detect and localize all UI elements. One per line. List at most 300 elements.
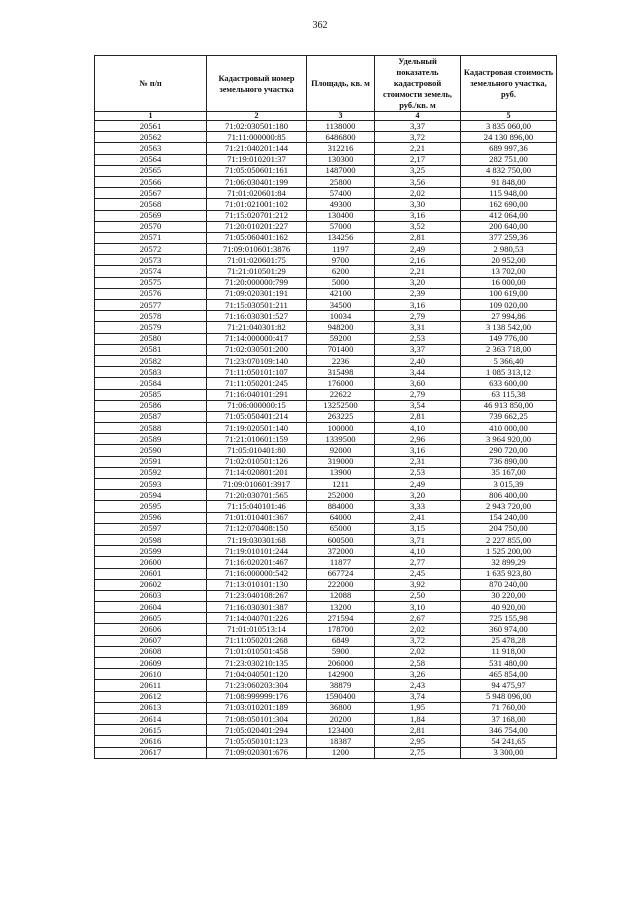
table-row <box>95 725 557 736</box>
row-number-cell: 20582 <box>95 355 207 366</box>
column-index-row <box>95 112 557 121</box>
area-cell: 134256 <box>307 232 375 243</box>
cadastral-value-cell: 870 240,00 <box>461 579 557 590</box>
header-cadastral-number: Кадастровый номер земельного участка <box>207 56 307 112</box>
cadastral-value-cell: 32 899,29 <box>461 557 557 568</box>
area-cell: 22622 <box>307 389 375 400</box>
cadastral-value-cell: 63 115,38 <box>461 389 557 400</box>
cadastral-value-cell: 24 130 896,00 <box>461 132 557 143</box>
cadastral-number-cell: 71:05:010401:80 <box>207 445 307 456</box>
cadastral-number-cell: 71:06:030401:199 <box>207 176 307 187</box>
area-cell: 252000 <box>307 490 375 501</box>
column-index: 3 <box>307 112 375 121</box>
cadastral-value-cell: 200 640,00 <box>461 221 557 232</box>
table-row <box>95 534 557 545</box>
unit-value-cell: 2,53 <box>375 467 461 478</box>
column-index: 1 <box>95 112 207 121</box>
table-row <box>95 322 557 333</box>
unit-value-cell: 2,81 <box>375 725 461 736</box>
unit-value-cell: 3,44 <box>375 367 461 378</box>
row-number-cell: 20574 <box>95 266 207 277</box>
unit-value-cell: 3,16 <box>375 300 461 311</box>
unit-value-cell: 3,15 <box>375 523 461 534</box>
cadastral-number-cell: 71:23:040108:267 <box>207 590 307 601</box>
unit-value-cell: 3,26 <box>375 669 461 680</box>
cadastral-value-cell: 100 619,00 <box>461 288 557 299</box>
area-cell: 263225 <box>307 411 375 422</box>
row-number-cell: 20600 <box>95 557 207 568</box>
cadastral-value-cell: 71 760,00 <box>461 702 557 713</box>
unit-value-cell: 2,02 <box>375 646 461 657</box>
area-cell: 1197 <box>307 244 375 255</box>
row-number-cell: 20587 <box>95 411 207 422</box>
row-number-cell: 20576 <box>95 288 207 299</box>
area-cell: 49300 <box>307 199 375 210</box>
row-number-cell: 20563 <box>95 143 207 154</box>
area-cell: 1200 <box>307 747 375 758</box>
unit-value-cell: 3,74 <box>375 691 461 702</box>
table-row <box>95 557 557 568</box>
table-row <box>95 400 557 411</box>
area-cell: 312216 <box>307 143 375 154</box>
cadastral-number-cell: 71:15:030501:211 <box>207 300 307 311</box>
row-number-cell: 20590 <box>95 445 207 456</box>
table-row <box>95 411 557 422</box>
cadastral-number-cell: 71:14:020801:201 <box>207 467 307 478</box>
unit-value-cell: 3,72 <box>375 132 461 143</box>
cadastral-number-cell: 71:19:020501:140 <box>207 423 307 434</box>
row-number-cell: 20581 <box>95 344 207 355</box>
cadastral-number-cell: 71:16:040101:291 <box>207 389 307 400</box>
column-index: 4 <box>375 112 461 121</box>
cadastral-value-cell: 11 918,00 <box>461 646 557 657</box>
cadastral-number-cell: 71:01:010501:458 <box>207 646 307 657</box>
header-cadastral-value: Кадастровая стоимость земельного участка, руб. <box>461 56 557 112</box>
cadastral-number-cell: 71:23:030210:135 <box>207 658 307 669</box>
row-number-cell: 20566 <box>95 176 207 187</box>
table-body <box>95 121 557 759</box>
area-cell: 1211 <box>307 479 375 490</box>
row-number-cell: 20571 <box>95 232 207 243</box>
header-row-number: № п/п <box>95 56 207 112</box>
cadastral-number-cell: 71:05:060401:162 <box>207 232 307 243</box>
unit-value-cell: 2,39 <box>375 288 461 299</box>
cadastral-value-cell: 806 400,00 <box>461 490 557 501</box>
cadastral-value-cell: 410 000,00 <box>461 423 557 434</box>
unit-value-cell: 2,77 <box>375 557 461 568</box>
unit-value-cell: 2,21 <box>375 266 461 277</box>
table-row <box>95 311 557 322</box>
page-number: 362 <box>312 20 328 31</box>
cadastral-number-cell: 71:05:050601:161 <box>207 165 307 176</box>
cadastral-value-cell: 736 890,00 <box>461 456 557 467</box>
row-number-cell: 20578 <box>95 311 207 322</box>
unit-value-cell: 3,16 <box>375 445 461 456</box>
cadastral-value-cell: 2 943 720,00 <box>461 501 557 512</box>
cadastral-value-cell: 346 754,00 <box>461 725 557 736</box>
table-row <box>95 154 557 165</box>
row-number-cell: 20584 <box>95 378 207 389</box>
row-number-cell: 20604 <box>95 602 207 613</box>
table-row <box>95 546 557 557</box>
unit-value-cell: 2,21 <box>375 143 461 154</box>
row-number-cell: 20579 <box>95 322 207 333</box>
table-row <box>95 713 557 724</box>
area-cell: 100000 <box>307 423 375 434</box>
cadastral-value-cell: 4 832 750,00 <box>461 165 557 176</box>
table-row <box>95 568 557 579</box>
unit-value-cell: 2,31 <box>375 456 461 467</box>
area-cell: 372000 <box>307 546 375 557</box>
cadastral-value-cell: 162 690,00 <box>461 199 557 210</box>
row-number-cell: 20602 <box>95 579 207 590</box>
table-row <box>95 501 557 512</box>
unit-value-cell: 3,33 <box>375 501 461 512</box>
area-cell: 10034 <box>307 311 375 322</box>
cadastral-number-cell: 71:23:070109:140 <box>207 355 307 366</box>
row-number-cell: 20612 <box>95 691 207 702</box>
unit-value-cell: 2,81 <box>375 232 461 243</box>
unit-value-cell: 2,67 <box>375 613 461 624</box>
header-unit-value: Удельный показатель кадастровой стоимости земель, руб./кв. м <box>375 56 461 112</box>
table-row <box>95 143 557 154</box>
table-row <box>95 423 557 434</box>
row-number-cell: 20601 <box>95 568 207 579</box>
cadastral-value-cell: 2 980,53 <box>461 244 557 255</box>
area-cell: 315498 <box>307 367 375 378</box>
cadastral-number-cell: 71:11:050201:245 <box>207 378 307 389</box>
cadastral-value-cell: 290 720,00 <box>461 445 557 456</box>
row-number-cell: 20595 <box>95 501 207 512</box>
table-row <box>95 266 557 277</box>
area-cell: 2236 <box>307 355 375 366</box>
unit-value-cell: 3,72 <box>375 635 461 646</box>
area-cell: 178700 <box>307 624 375 635</box>
area-cell: 65000 <box>307 523 375 534</box>
table-row <box>95 165 557 176</box>
row-number-cell: 20570 <box>95 221 207 232</box>
unit-value-cell: 2,40 <box>375 355 461 366</box>
area-cell: 18387 <box>307 736 375 747</box>
cadastral-number-cell: 71:14:000000:417 <box>207 333 307 344</box>
cadastral-number-cell: 71:09:020301:676 <box>207 747 307 758</box>
unit-value-cell: 3,92 <box>375 579 461 590</box>
area-cell: 6849 <box>307 635 375 646</box>
unit-value-cell: 3,16 <box>375 210 461 221</box>
column-index: 5 <box>461 112 557 121</box>
unit-value-cell: 2,17 <box>375 154 461 165</box>
area-cell: 13900 <box>307 467 375 478</box>
row-number-cell: 20572 <box>95 244 207 255</box>
unit-value-cell: 3,25 <box>375 165 461 176</box>
cadastral-number-cell: 71:21:040201:144 <box>207 143 307 154</box>
row-number-cell: 20603 <box>95 590 207 601</box>
row-number-cell: 20598 <box>95 534 207 545</box>
unit-value-cell: 3,37 <box>375 121 461 132</box>
area-cell: 1138000 <box>307 121 375 132</box>
cadastral-number-cell: 71:19:010101:244 <box>207 546 307 557</box>
cadastral-value-cell: 2 363 718,00 <box>461 344 557 355</box>
cadastral-number-cell: 71:01:010401:367 <box>207 512 307 523</box>
cadastral-number-cell: 71:09:010601:3876 <box>207 244 307 255</box>
unit-value-cell: 3,20 <box>375 277 461 288</box>
cadastral-value-cell: 282 751,00 <box>461 154 557 165</box>
unit-value-cell: 2,41 <box>375 512 461 523</box>
cadastral-number-cell: 71:21:010601:159 <box>207 434 307 445</box>
row-number-cell: 20597 <box>95 523 207 534</box>
table-row <box>95 378 557 389</box>
area-cell: 42100 <box>307 288 375 299</box>
area-cell: 271594 <box>307 613 375 624</box>
area-cell: 36800 <box>307 702 375 713</box>
table-row <box>95 512 557 523</box>
cadastral-number-cell: 71:08:050101:304 <box>207 713 307 724</box>
cadastral-value-cell: 3 015,39 <box>461 479 557 490</box>
unit-value-cell: 2,16 <box>375 255 461 266</box>
unit-value-cell: 1,95 <box>375 702 461 713</box>
cadastral-number-cell: 71:15:020701:212 <box>207 210 307 221</box>
row-number-cell: 20610 <box>95 669 207 680</box>
cadastral-value-cell: 1 085 313,12 <box>461 367 557 378</box>
cadastral-number-cell: 71:11:050101:107 <box>207 367 307 378</box>
unit-value-cell: 2,96 <box>375 434 461 445</box>
table-row <box>95 624 557 635</box>
row-number-cell: 20607 <box>95 635 207 646</box>
row-number-cell: 20606 <box>95 624 207 635</box>
table-row <box>95 344 557 355</box>
table-row <box>95 613 557 624</box>
cadastral-value-cell: 3 138 542,00 <box>461 322 557 333</box>
table-row <box>95 590 557 601</box>
table-row <box>95 602 557 613</box>
table-row <box>95 132 557 143</box>
table-row <box>95 456 557 467</box>
cadastral-value-cell: 1 525 200,00 <box>461 546 557 557</box>
table-row <box>95 736 557 747</box>
cadastral-value-cell: 377 259,36 <box>461 232 557 243</box>
area-cell: 130400 <box>307 210 375 221</box>
row-number-cell: 20617 <box>95 747 207 758</box>
cadastral-number-cell: 71:16:000000:542 <box>207 568 307 579</box>
area-cell: 12088 <box>307 590 375 601</box>
cadastral-value-cell: 13 702,00 <box>461 266 557 277</box>
unit-value-cell: 2,45 <box>375 568 461 579</box>
cadastral-value-cell: 30 220,00 <box>461 590 557 601</box>
table-row <box>95 176 557 187</box>
row-number-cell: 20594 <box>95 490 207 501</box>
unit-value-cell: 2,53 <box>375 333 461 344</box>
unit-value-cell: 3,56 <box>375 176 461 187</box>
cadastral-number-cell: 71:12:070408:150 <box>207 523 307 534</box>
cadastral-number-cell: 71:02:010501:126 <box>207 456 307 467</box>
unit-value-cell: 2,02 <box>375 624 461 635</box>
row-number-cell: 20583 <box>95 367 207 378</box>
cadastral-value-cell: 204 750,00 <box>461 523 557 534</box>
cadastral-number-cell: 71:14:040701:226 <box>207 613 307 624</box>
cadastral-value-cell: 412 064,00 <box>461 210 557 221</box>
area-cell: 222000 <box>307 579 375 590</box>
area-cell: 667724 <box>307 568 375 579</box>
row-number-cell: 20614 <box>95 713 207 724</box>
row-number-cell: 20585 <box>95 389 207 400</box>
area-cell: 6200 <box>307 266 375 277</box>
table-row <box>95 221 557 232</box>
row-number-cell: 20611 <box>95 680 207 691</box>
table-row <box>95 479 557 490</box>
table-row <box>95 691 557 702</box>
cadastral-value-cell: 360 974,00 <box>461 624 557 635</box>
row-number-cell: 20588 <box>95 423 207 434</box>
table-row <box>95 669 557 680</box>
cadastral-value-cell: 5 948 096,00 <box>461 691 557 702</box>
table-row <box>95 702 557 713</box>
row-number-cell: 20565 <box>95 165 207 176</box>
cadastral-number-cell: 71:21:040301:82 <box>207 322 307 333</box>
area-cell: 13200 <box>307 602 375 613</box>
cadastral-value-cell: 46 913 850,00 <box>461 400 557 411</box>
cadastral-value-cell: 739 662,25 <box>461 411 557 422</box>
table-row <box>95 333 557 344</box>
area-cell: 5900 <box>307 646 375 657</box>
area-cell: 13252500 <box>307 400 375 411</box>
row-number-cell: 20605 <box>95 613 207 624</box>
table-row <box>95 277 557 288</box>
area-cell: 142900 <box>307 669 375 680</box>
cadastral-value-cell: 91 848,00 <box>461 176 557 187</box>
header-area: Площадь, кв. м <box>307 56 375 112</box>
table-row <box>95 288 557 299</box>
cadastral-value-cell: 37 168,00 <box>461 713 557 724</box>
row-number-cell: 20586 <box>95 400 207 411</box>
cadastral-value-cell: 689 997,36 <box>461 143 557 154</box>
area-cell: 6486800 <box>307 132 375 143</box>
row-number-cell: 20575 <box>95 277 207 288</box>
unit-value-cell: 4,10 <box>375 546 461 557</box>
area-cell: 57400 <box>307 188 375 199</box>
row-number-cell: 20564 <box>95 154 207 165</box>
area-cell: 92000 <box>307 445 375 456</box>
cadastral-number-cell: 71:01:020601:75 <box>207 255 307 266</box>
table-row <box>95 244 557 255</box>
cadastral-value-cell: 54 241,65 <box>461 736 557 747</box>
cadastral-value-cell: 465 854,00 <box>461 669 557 680</box>
area-cell: 9700 <box>307 255 375 266</box>
area-cell: 5000 <box>307 277 375 288</box>
cadastral-value-cell: 94 475,97 <box>461 680 557 691</box>
header-row <box>95 56 557 112</box>
cadastral-number-cell: 71:20:000000:799 <box>207 277 307 288</box>
table-row <box>95 355 557 366</box>
unit-value-cell: 3,71 <box>375 534 461 545</box>
cadastral-value-cell: 35 167,00 <box>461 467 557 478</box>
row-number-cell: 20593 <box>95 479 207 490</box>
table-row <box>95 232 557 243</box>
row-number-cell: 20591 <box>95 456 207 467</box>
cadastral-number-cell: 71:23:060203:304 <box>207 680 307 691</box>
cadastral-number-cell: 71:08:999999:176 <box>207 691 307 702</box>
area-cell: 20200 <box>307 713 375 724</box>
cadastral-value-cell: 20 952,00 <box>461 255 557 266</box>
table-row <box>95 680 557 691</box>
cadastral-number-cell: 71:03:010201:189 <box>207 702 307 713</box>
table-row <box>95 490 557 501</box>
cadastral-number-cell: 71:11:050201:268 <box>207 635 307 646</box>
cadastral-number-cell: 71:05:050401:214 <box>207 411 307 422</box>
table-row <box>95 579 557 590</box>
table-row <box>95 210 557 221</box>
unit-value-cell: 2,79 <box>375 389 461 400</box>
unit-value-cell: 2,50 <box>375 590 461 601</box>
area-cell: 123400 <box>307 725 375 736</box>
cadastral-number-cell: 71:15:040101:46 <box>207 501 307 512</box>
row-number-cell: 20561 <box>95 121 207 132</box>
cadastral-number-cell: 71:09:010601:3917 <box>207 479 307 490</box>
unit-value-cell: 2,49 <box>375 244 461 255</box>
table-row <box>95 255 557 266</box>
area-cell: 11877 <box>307 557 375 568</box>
area-cell: 38879 <box>307 680 375 691</box>
unit-value-cell: 3,54 <box>375 400 461 411</box>
cadastral-value-cell: 149 776,00 <box>461 333 557 344</box>
cadastral-value-cell: 40 920,00 <box>461 602 557 613</box>
area-cell: 176000 <box>307 378 375 389</box>
unit-value-cell: 2,79 <box>375 311 461 322</box>
cadastral-number-cell: 71:01:010513:14 <box>207 624 307 635</box>
cadastral-value-cell: 16 000,00 <box>461 277 557 288</box>
table-row <box>95 121 557 132</box>
area-cell: 64000 <box>307 512 375 523</box>
table-row <box>95 658 557 669</box>
cadastral-number-cell: 71:01:020601:84 <box>207 188 307 199</box>
unit-value-cell: 2,95 <box>375 736 461 747</box>
cadastral-number-cell: 71:16:030301:387 <box>207 602 307 613</box>
cadastral-value-cell: 3 964 920,00 <box>461 434 557 445</box>
row-number-cell: 20609 <box>95 658 207 669</box>
area-cell: 1590400 <box>307 691 375 702</box>
unit-value-cell: 3,52 <box>375 221 461 232</box>
area-cell: 34500 <box>307 300 375 311</box>
row-number-cell: 20608 <box>95 646 207 657</box>
row-number-cell: 20568 <box>95 199 207 210</box>
cadastral-value-cell: 633 600,00 <box>461 378 557 389</box>
cadastral-value-cell: 109 020,00 <box>461 300 557 311</box>
row-number-cell: 20580 <box>95 333 207 344</box>
table-row <box>95 367 557 378</box>
row-number-cell: 20613 <box>95 702 207 713</box>
table-row <box>95 747 557 758</box>
cadastral-value-cell: 1 635 923,80 <box>461 568 557 579</box>
cadastral-value-cell: 2 227 855,00 <box>461 534 557 545</box>
area-cell: 319000 <box>307 456 375 467</box>
unit-value-cell: 3,37 <box>375 344 461 355</box>
row-number-cell: 20615 <box>95 725 207 736</box>
row-number-cell: 20616 <box>95 736 207 747</box>
unit-value-cell: 2,58 <box>375 658 461 669</box>
cadastral-number-cell: 71:16:030301:527 <box>207 311 307 322</box>
unit-value-cell: 3,31 <box>375 322 461 333</box>
cadastral-number-cell: 71:20:010201:227 <box>207 221 307 232</box>
cadastral-value-table <box>94 55 557 759</box>
table-row <box>95 300 557 311</box>
cadastral-value-cell: 3 300,00 <box>461 747 557 758</box>
cadastral-number-cell: 71:19:030301:68 <box>207 534 307 545</box>
row-number-cell: 20596 <box>95 512 207 523</box>
cadastral-number-cell: 71:01:021001:102 <box>207 199 307 210</box>
cadastral-value-cell: 27 994,86 <box>461 311 557 322</box>
area-cell: 600500 <box>307 534 375 545</box>
area-cell: 948200 <box>307 322 375 333</box>
column-index: 2 <box>207 112 307 121</box>
